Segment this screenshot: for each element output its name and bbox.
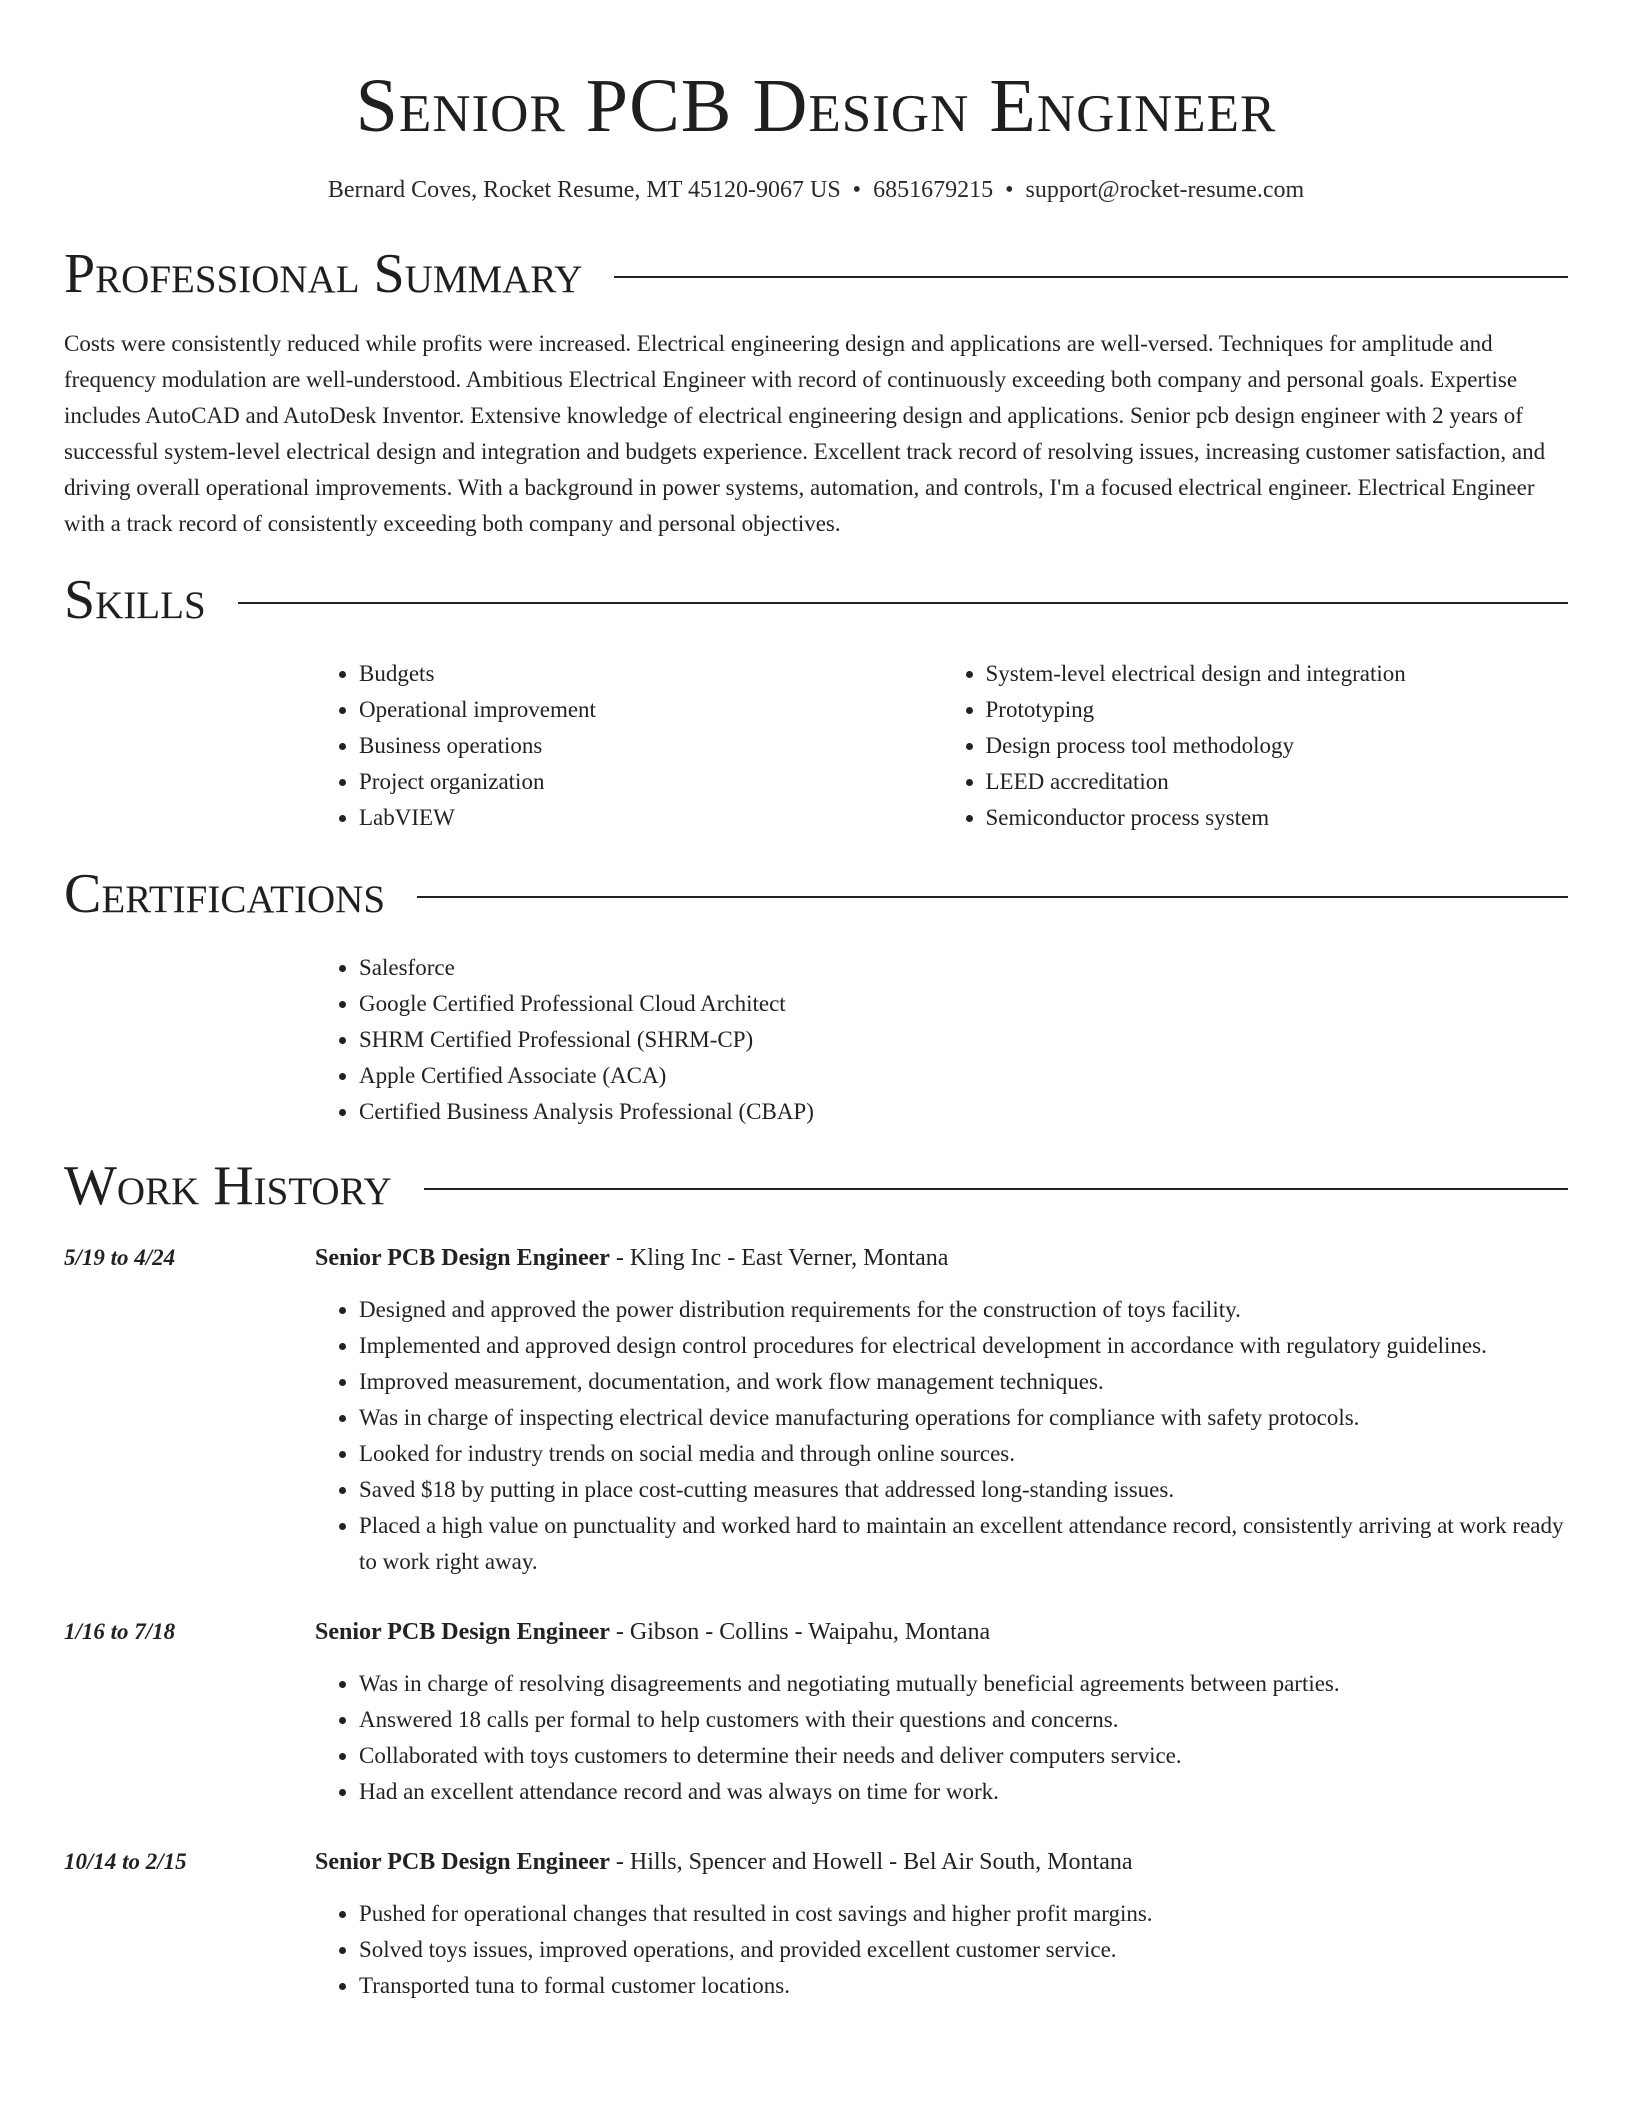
job-employer: - Kling Inc - East Verner, Montana [609, 1245, 949, 1271]
job-title: Senior PCB Design Engineer [315, 1849, 610, 1875]
job-bullet: • Saved $18 by putting in place cost-cutting measures that addressed long-standing issues. [359, 1472, 1568, 1508]
job-bullet: • Implemented and approved design control procedures for electrical development in accordance with regulatory guidelines. [359, 1328, 1568, 1364]
job-bullets [315, 1666, 1568, 1810]
job-entry [64, 1614, 1568, 1810]
job-bullet: • Collaborated with toys customers to determine their needs and deliver computers service. [359, 1738, 1568, 1774]
skill-item: • Design process tool methodology [986, 728, 1569, 764]
job-header [315, 1614, 1568, 1650]
work-history-section [64, 1154, 1568, 2004]
section-heading: Work History [64, 1155, 392, 1217]
section-heading: Certifications [64, 863, 386, 925]
skill-item: • LEED accreditation [986, 764, 1569, 800]
skills-list-left [315, 656, 942, 836]
certifications-list [315, 950, 1568, 1130]
skill-item: • Project organization [359, 764, 942, 800]
job-bullet: • Was in charge of resolving disagreements and negotiating mutually beneficial agreements between parties. [359, 1666, 1568, 1702]
certification-item: • Certified Business Analysis Professional (CBAP) [359, 1094, 1568, 1130]
job-bullet: • Answered 18 calls per formal to help customers with their questions and concerns. [359, 1702, 1568, 1738]
summary-text: Costs were consistently reduced while profits were increased. Electrical engineering design and applications are well-versed. Techniques for amplitude and frequency modulation are well-understood. Ambitious Electrical Engineer with record of continuously exceeding both company and personal goals. Expertise includes AutoCAD and AutoDesk Inventor. Extensive knowledge of electrical engineering design and applications. Senior pcb design engineer with 2 years of successful system-level electrical design and integration and budgets experience. Excellent track record of resolving issues, increasing customer satisfaction, and driving overall operational improvements. With a background in power systems, automation, and controls, I'm a focused electrical engineer. Electrical Engineer with a track record of consistently exceeding both company and personal objectives. [64, 331, 1546, 536]
certification-item: • SHRM Certified Professional (SHRM-CP) [359, 1022, 1568, 1058]
skill-item: • Semiconductor process system [986, 800, 1569, 836]
skill-item: • LabVIEW [359, 800, 942, 836]
job-body [315, 1240, 1568, 1580]
job-title: Senior PCB Design Engineer [315, 1245, 610, 1271]
skills-columns [315, 656, 1568, 836]
skill-item: • Prototyping [986, 692, 1569, 728]
skill-item: • Budgets [359, 656, 942, 692]
job-bullet: • Solved toys issues, improved operations, and provided excellent customer service. [359, 1932, 1568, 1968]
job-employer: - Gibson - Collins - Waipahu, Montana [609, 1619, 991, 1645]
contact-phone: 6851679215 [873, 177, 994, 203]
section-header [64, 1154, 1568, 1218]
certifications-section [64, 862, 1568, 1130]
contact-separator: • [1005, 177, 1014, 203]
job-bullet: • Improved measurement, documentation, and work flow management techniques. [359, 1364, 1568, 1400]
section-header [64, 568, 1568, 632]
job-body [315, 1844, 1568, 2004]
job-header [315, 1844, 1568, 1880]
job-bullet: • Transported tuna to formal customer locations. [359, 1968, 1568, 2004]
section-heading: Skills [64, 569, 206, 631]
section-divider [238, 602, 1568, 604]
certification-item: • Apple Certified Associate (ACA) [359, 1058, 1568, 1094]
contact-address: Bernard Coves, Rocket Resume, MT 45120-9067 US [327, 177, 841, 203]
job-entry [64, 1844, 1568, 2004]
page-title: Senior PCB Design Engineer [355, 64, 1277, 148]
skill-item: • System-level electrical design and integration [986, 656, 1569, 692]
section-header [64, 862, 1568, 926]
job-header [315, 1240, 1568, 1276]
section-divider [614, 276, 1568, 278]
resume-page [64, 0, 1568, 2004]
skills-section [64, 568, 1568, 836]
contact-separator: • [852, 177, 862, 203]
job-bullets [315, 1292, 1568, 1580]
job-bullet: • Looked for industry trends on social media and through online sources. [359, 1436, 1568, 1472]
certifications-block [315, 950, 1568, 1130]
job-dates: 1/16 to 7/18 [64, 1619, 176, 1644]
certification-item: • Salesforce [359, 950, 1568, 986]
job-bullet: • Pushed for operational changes that resulted in cost savings and higher profit margins. [359, 1896, 1568, 1932]
skill-item: • Business operations [359, 728, 942, 764]
section-divider [424, 1188, 1568, 1190]
skills-list-right [942, 656, 1569, 836]
job-entry [64, 1240, 1568, 1580]
job-dates: 5/19 to 4/24 [64, 1245, 176, 1270]
job-bullet: • Designed and approved the power distribution requirements for the construction of toys facility. [359, 1292, 1568, 1328]
job-bullet: • Was in charge of inspecting electrical device manufacturing operations for compliance with safety protocols. [359, 1400, 1568, 1436]
job-title: Senior PCB Design Engineer [315, 1619, 610, 1645]
section-divider [417, 896, 1568, 898]
job-bullet: • Placed a high value on punctuality and worked hard to maintain an excellent attendance record, consistently arriving at work ready to work right away. [359, 1508, 1568, 1580]
skill-item: • Operational improvement [359, 692, 942, 728]
job-bullet: • Had an excellent attendance record and was always on time for work. [359, 1774, 1568, 1810]
contact-line [64, 174, 1568, 206]
section-header [64, 242, 1568, 306]
section-heading: Professional Summary [64, 243, 583, 305]
contact-email: support@rocket-resume.com [1025, 177, 1305, 203]
job-bullets [315, 1896, 1568, 2004]
job-dates: 10/14 to 2/15 [64, 1849, 187, 1874]
certification-item: • Google Certified Professional Cloud Architect [359, 986, 1568, 1022]
job-body [315, 1614, 1568, 1810]
summary-section [64, 242, 1568, 542]
job-employer: - Hills, Spencer and Howell - Bel Air South, Montana [609, 1849, 1133, 1875]
